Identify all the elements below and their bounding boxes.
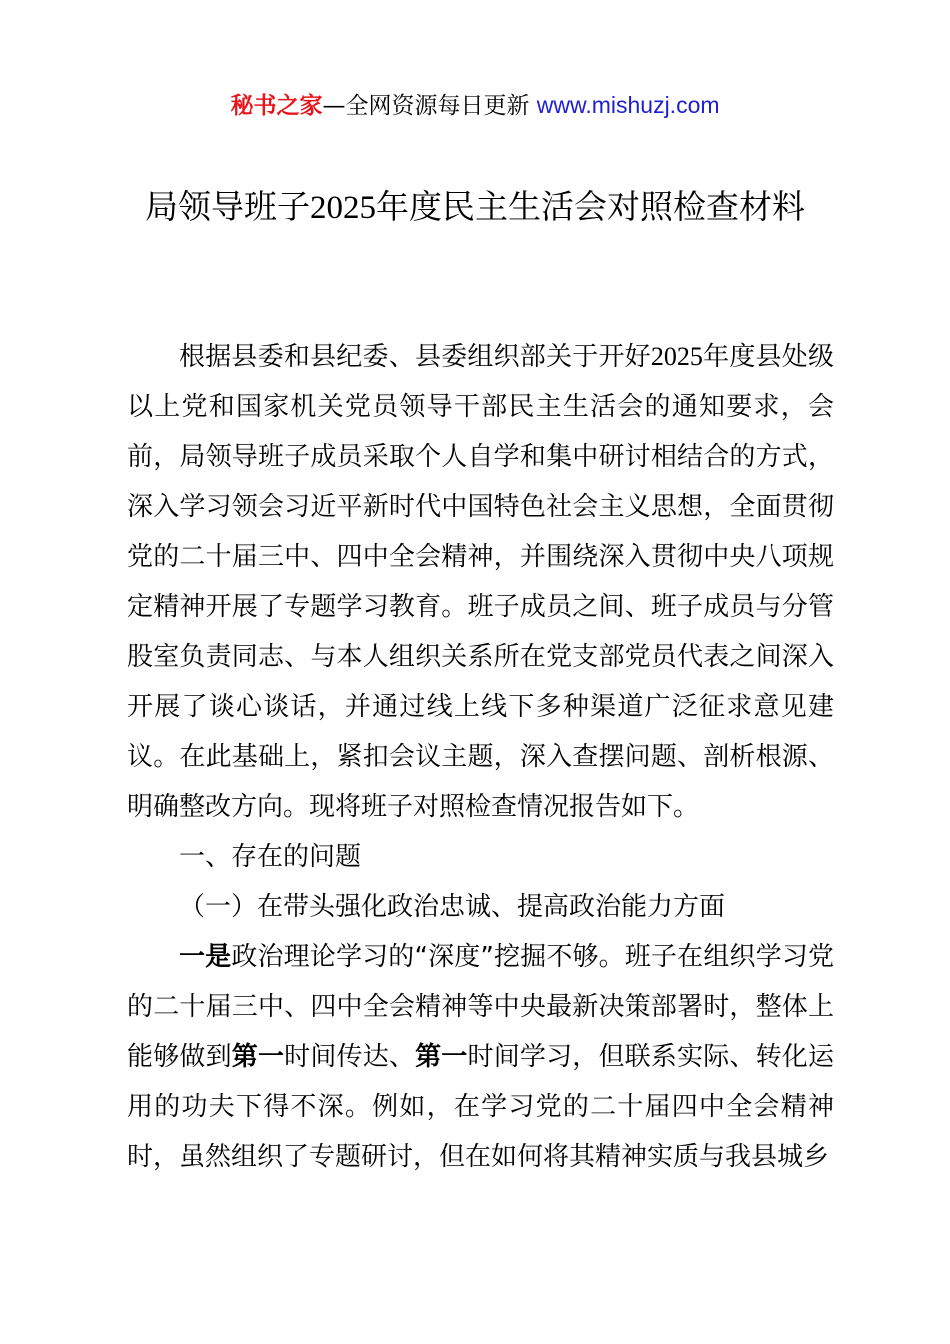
- point-lead: 一是: [179, 942, 232, 972]
- point-text-2: 时间传达、: [284, 1042, 416, 1072]
- intro-text-1: 根据县委和县纪委、县委组织部关于开好: [179, 342, 651, 372]
- header-tagline: —全网资源每日更新: [322, 93, 537, 119]
- intro-paragraph: [127, 332, 834, 832]
- point-text-3: 时间学习，但联系实际、转化运用的功夫下得不深。例如，在学习党的二十届四中全会精神时，虽然组织了专题研讨，但在如何将其精神实质与我县城乡: [127, 1042, 834, 1172]
- point-text-1: 政治理论学习的“深度”挖掘不够。班子在组织学习党的二十届三中、四中全会精神等中央最新决策部署时，整体上能够做到: [127, 942, 834, 1072]
- document-body: [127, 332, 834, 1182]
- section-heading: 一、存在的问题: [179, 842, 362, 872]
- point-paragraph: [127, 932, 834, 1182]
- title-year: 2025: [310, 190, 376, 226]
- intro-year: 2025: [650, 342, 703, 371]
- title-part2: 年度民主生活会对照检查材料: [376, 187, 805, 226]
- document-title: [100, 184, 850, 231]
- site-header: [0, 88, 950, 123]
- subsection-heading: （一）在带头强化政治忠诚、提高政治能力方面: [179, 892, 726, 922]
- site-url-link[interactable]: www.mishuzj.com: [536, 92, 720, 118]
- point-bold-2: 第一: [415, 1042, 468, 1072]
- title-part1: 局领导班子: [145, 187, 310, 226]
- brand-name: 秘书之家: [230, 93, 323, 119]
- point-bold-1: 第一: [231, 1042, 285, 1072]
- intro-text-2: 年度县处级以上党和国家机关党员领导干部民主生活会的通知要求，会前，局领导班子成员采取个人自学和集中研讨相结合的方式，深入学习领会习近平新时代中国特色社会主义思想，全面贯彻党的二十届三中、四中全会精神，并围绕深入贯彻中央八项规定精神开展了专题学习教育。班子成员之间、班子成员与分管股室负责同志、与本人组织关系所在党支部党员代表之间深入开展了谈心谈话，并通过线上线下多种渠道广泛征求意见建议。在此基础上，紧扣会议主题，深入查摆问题、剖析根源、明确整改方向。现将班子对照检查情况报告如下。: [127, 342, 834, 822]
